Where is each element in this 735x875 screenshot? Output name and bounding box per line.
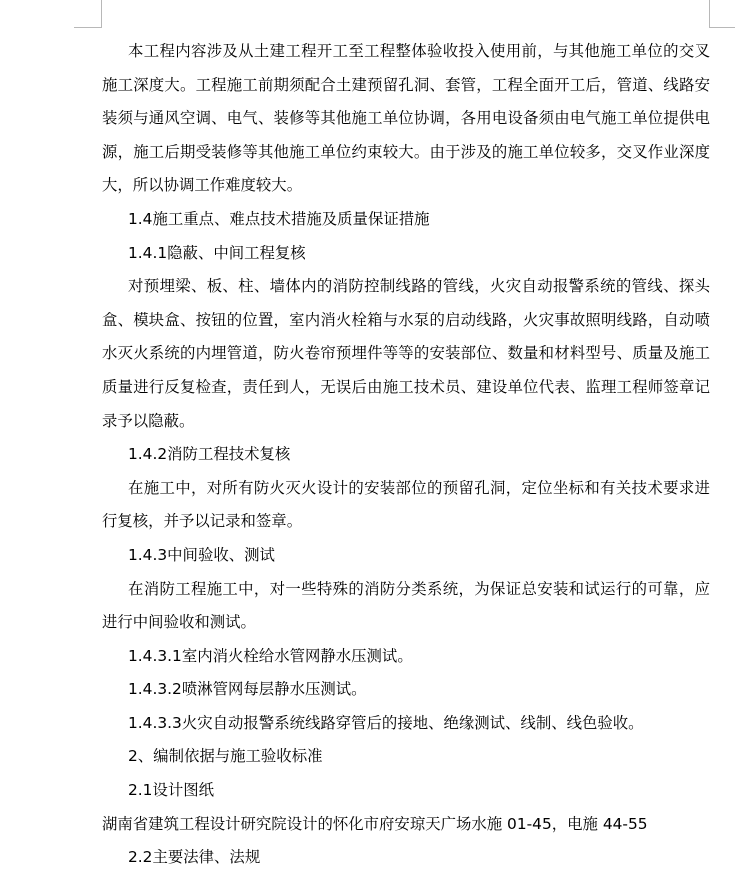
- heading-1-4-3-3: 1.4.3.3火灾自动报警系统线路穿管后的接地、绝缘测试、线制、线色验收。: [128, 713, 644, 732]
- document-body: [102, 35, 710, 875]
- paragraph-technical-review: 在施工中，对所有防火灭火设计的安装部位的预留孔洞，定位坐标和有关技术要求进行复核，并予以记录和签章。: [102, 478, 710, 531]
- heading-1-4-3-2: 1.4.3.2喷淋管网每层静水压测试。: [128, 680, 367, 699]
- heading-1-4-3: 1.4.3中间验收、测试: [128, 545, 275, 564]
- paragraph-intermediate-acceptance: 在消防工程施工中，对一些特殊的消防分类系统，为保证总安装和试运行的可靠，应进行中间验收和测试。: [102, 579, 710, 632]
- page-corner-marker-right: [709, 0, 735, 28]
- paragraph-concealed-work: 对预埋梁、板、柱、墙体内的消防控制线路的管线，火灾自动报警系统的管线、探头盒、模块盒、按钮的位置，室内消火栓箱与水泵的启动线路，火灾事故照明线路，自动喷水灭火系统的内埋管道，防火卷帘预埋件等等的安装部位、数量和材料型号、质量及施工质量进行反复检查，责任到人，无误后由施工技术员、建设单位代表、监理工程师签章记录予以隐蔽。: [102, 277, 710, 430]
- design-drawing-reference: 湖南省建筑工程设计研究院设计的怀化市府安琼天广场水施 01-45，电施 44-55: [102, 814, 648, 833]
- page-corner-marker-left: [74, 0, 102, 28]
- heading-1-4: 1.4施工重点、难点技术措施及质量保证措施: [128, 209, 430, 228]
- heading-1-4-1: 1.4.1隐蔽、中间工程复核: [128, 243, 306, 262]
- heading-1-4-3-1: 1.4.3.1室内消火栓给水管网静水压测试。: [128, 646, 413, 665]
- heading-2: 2、编制依据与施工验收标准: [128, 747, 323, 766]
- heading-2-2: 2.2主要法律、法规: [128, 848, 261, 867]
- heading-2-1: 2.1设计图纸: [128, 781, 215, 800]
- paragraph-interface-intro: 本工程内容涉及从土建工程开工至工程整体验收投入使用前，与其他施工单位的交叉施工深度大。工程施工前期须配合土建预留孔洞、套管，工程全面开工后，管道、线路安装须与通风空调、电气、装修等其他施工单位协调，各用电设备须由电气施工单位提供电源，施工后期受装修等其他施工单位约束较大。由于涉及的施工单位较多，交叉作业深度大，所以协调工作难度较大。: [102, 42, 710, 195]
- heading-1-4-2: 1.4.2消防工程技术复核: [128, 445, 291, 464]
